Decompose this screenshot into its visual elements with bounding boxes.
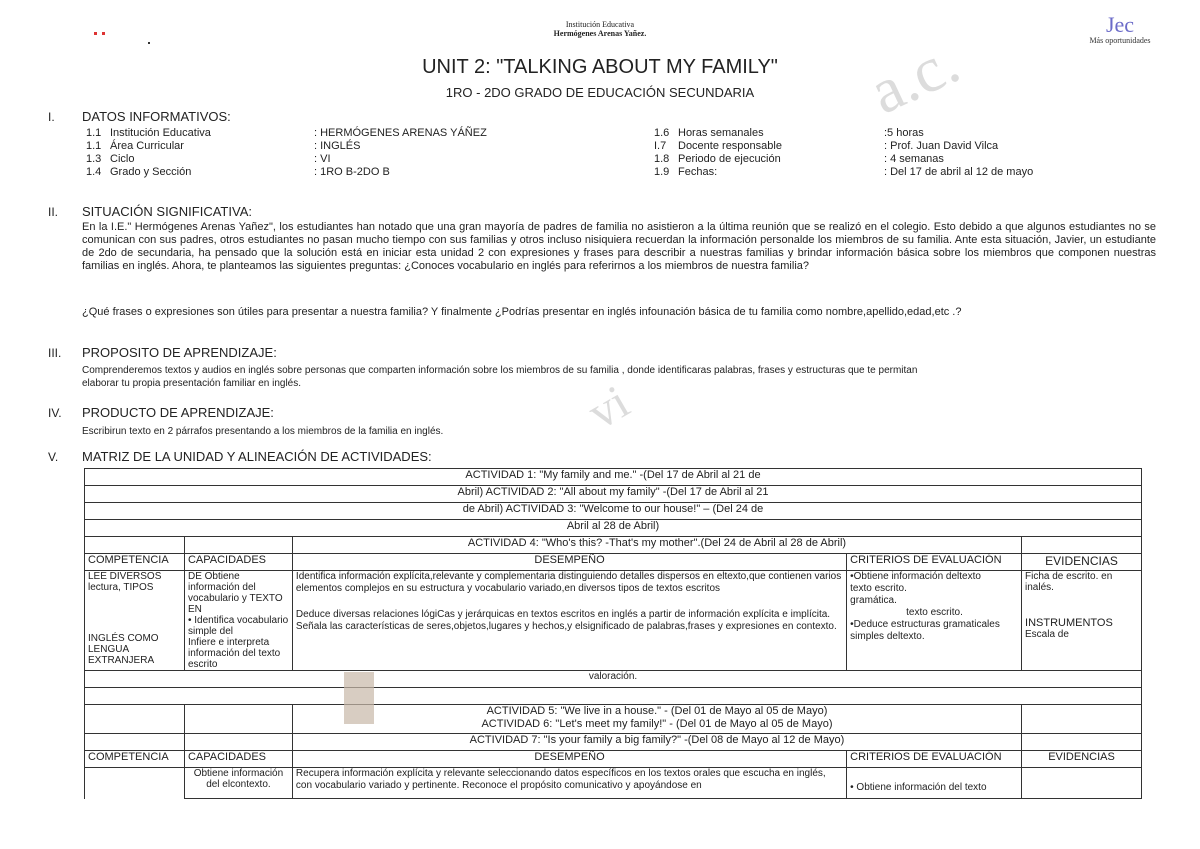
empty-cell bbox=[184, 734, 292, 751]
activity5-text: ACTIVIDAD 5: "We live in a house." - (Del 01 de Mayo al 05 de Mayo) bbox=[486, 705, 828, 717]
info-value: : INGLÉS bbox=[314, 140, 361, 152]
info-label: Docente responsable bbox=[678, 140, 782, 152]
header-evidencias-2: EVIDENCIAS bbox=[1022, 751, 1142, 768]
situation-paragraph-2: ¿Qué frases o expresiones son útiles para presentar a nuestra familia? Y finalmente ¿Podrías presentar en inglés infounación básica de tu familia como nombre,apellido,edad,etc .? bbox=[82, 306, 962, 318]
info-row bbox=[86, 127, 586, 140]
institution-line1: Institución Educativa bbox=[565, 20, 635, 29]
activity-cell: ACTIVIDAD 1: "My family and me." -(Del 17 de Abril al 21 de bbox=[85, 469, 1142, 486]
section2-title: SITUACIÓN SIGNIFICATIVA: bbox=[82, 204, 252, 219]
table-row bbox=[85, 688, 1142, 705]
info-value: : 4 semanas bbox=[884, 153, 944, 165]
info-num: 1.6 bbox=[654, 127, 670, 139]
criteria-cell bbox=[847, 571, 1022, 671]
info-row bbox=[86, 153, 586, 166]
empty-cell bbox=[85, 734, 185, 751]
empty-cell bbox=[184, 705, 292, 734]
info-row bbox=[654, 166, 1074, 179]
section4-number: IV. bbox=[48, 406, 62, 420]
section1-title: DATOS INFORMATIVOS: bbox=[82, 109, 231, 124]
info-num: 1.3 bbox=[86, 153, 102, 165]
empty-row bbox=[85, 688, 1142, 705]
activity6-text: ACTIVIDAD 6: "Let's meet my family!" - (Del 01 de Mayo al 05 de Mayo) bbox=[481, 718, 833, 730]
section3-number: III. bbox=[48, 346, 62, 360]
activity4-cell: ACTIVIDAD 4: "Who's this? -That's my mother".(Del 24 de Abril al 28 de Abril) bbox=[292, 537, 1021, 554]
empty-cell bbox=[1022, 705, 1142, 734]
header-criterios: CRITERIOS DE EVALUACIÓN bbox=[847, 554, 1022, 571]
product-text: Escribirun texto en 2 párrafos presentando a los miembros de la familia en inglés. bbox=[82, 426, 444, 437]
info-value: :5 horas bbox=[884, 127, 924, 139]
page-subtitle: 1RO - 2DO GRADO DE EDUCACIÓN SECUNDARIA bbox=[445, 85, 755, 100]
empty-cell bbox=[184, 537, 292, 554]
section4-title: PRODUCTO DE APRENDIZAJE: bbox=[82, 405, 274, 420]
logo-text: Jec bbox=[1105, 12, 1135, 37]
empty-cell bbox=[1022, 537, 1142, 554]
instruments-header: INSTRUMENTOS bbox=[1025, 617, 1113, 629]
watermark: a.c. bbox=[858, 25, 970, 128]
info-label: Fechas: bbox=[678, 166, 718, 178]
empty-cell bbox=[1022, 734, 1142, 751]
purpose-text: Comprenderemos textos y audios en inglés sobre personas que comparten información sobre los miembros de su familia , donde identificaras palabras, frases y estructuras que te permitan elaborar tu propia presentación familiar en inglés. bbox=[82, 365, 918, 389]
valoracion-cell: valoración. bbox=[85, 671, 1142, 688]
activity7-cell: ACTIVIDAD 7: "Is your family a big family?" -(Del 08 de Mayo al 12 de Mayo) bbox=[292, 734, 1021, 751]
table-row bbox=[85, 671, 1142, 688]
logo-subtitle: Más oportunidades bbox=[1089, 36, 1151, 45]
scan-artifact bbox=[344, 672, 374, 724]
info-label: Horas semanales bbox=[678, 127, 764, 139]
institution-line2: Hermógenes Arenas Yañez. bbox=[553, 29, 647, 38]
info-num: 1.8 bbox=[654, 153, 670, 165]
info-label: Área Curricular bbox=[110, 140, 184, 152]
table-header-row bbox=[85, 554, 1142, 571]
performance-cell-2: Recupera información explícita y relevante seleccionando datos específicos en los textos orales que escucha en inglés, con vocabulario variado y pertinente. Reconoce el propósito comunicativo y apoyándose en bbox=[292, 768, 846, 799]
section5-number: V. bbox=[48, 450, 59, 464]
capacities-cell bbox=[184, 571, 292, 671]
criteria-text-5: •Deduce estructuras gramaticales simples deltexto. bbox=[850, 619, 1000, 642]
criteria-text-3: gramática. bbox=[850, 595, 897, 606]
capacity-text-3: Infiere e interpreta información del texto escrito bbox=[187, 637, 281, 670]
table-row bbox=[85, 520, 1142, 537]
section2-number: II. bbox=[48, 205, 59, 219]
capacity-text-2: • Identifica vocabulario simple del bbox=[187, 615, 289, 637]
header-evidencias: EVIDENCIAS bbox=[1022, 554, 1142, 571]
capacity-text: DE Obtiene información del vocabulario y TEXTO EN bbox=[187, 571, 283, 615]
instruments-value: Escala de bbox=[1025, 629, 1069, 640]
activity-cell: Abril al 28 de Abril) bbox=[85, 520, 1142, 537]
activity-cell: de Abril) ACTIVIDAD 3: "Welcome to our house!" – (Del 24 de bbox=[85, 503, 1142, 520]
header-desempeno: DESEMPEÑO bbox=[292, 554, 846, 571]
competence-text-2: INGLÉS COMO LENGUA EXTRANJERA bbox=[88, 633, 159, 666]
info-value: : HERMÓGENES ARENAS YÁÑEZ bbox=[314, 127, 487, 139]
institution-header bbox=[520, 20, 680, 38]
competence-cell bbox=[85, 571, 185, 671]
info-num: 1.1 bbox=[86, 127, 102, 139]
info-value: : 1RO B-2DO B bbox=[314, 166, 390, 178]
capacity-cell-2: Obtiene información del elcontexto. bbox=[184, 768, 292, 799]
competence-text: LEE DIVERSOS lectura, TIPOS bbox=[88, 571, 162, 593]
info-value: : Prof. Juan David Vilca bbox=[884, 140, 999, 152]
empty-cell bbox=[85, 768, 185, 799]
empty-cell bbox=[85, 537, 185, 554]
info-label: Periodo de ejecución bbox=[678, 153, 781, 165]
info-num: 1.4 bbox=[86, 166, 102, 178]
header-criterios-2: CRITERIOS DE EVALUACIÓN bbox=[847, 751, 1022, 768]
info-row bbox=[654, 140, 1074, 153]
watermark-2: vi bbox=[579, 375, 639, 440]
info-label: Ciclo bbox=[110, 153, 135, 165]
header-desempeno-2: DESEMPEÑO bbox=[292, 751, 846, 768]
section3-title: PROPOSITO DE APRENDIZAJE: bbox=[82, 345, 277, 360]
table-row bbox=[85, 537, 1142, 554]
activities-matrix bbox=[84, 468, 1142, 799]
empty-cell bbox=[85, 705, 185, 734]
jec-logo bbox=[1060, 14, 1180, 45]
header-capacidades-2: CAPACIDADES bbox=[184, 751, 292, 768]
info-right bbox=[654, 127, 1074, 179]
empty-cell bbox=[1022, 768, 1142, 799]
criteria-text: •Obtiene información deltexto bbox=[850, 571, 981, 582]
criteria-text-2: texto escrito. bbox=[850, 583, 907, 594]
header-competencia: COMPETENCIA bbox=[85, 554, 185, 571]
activity-cell: Abril) ACTIVIDAD 2: "All about my family" -(Del 17 de Abril al 21 bbox=[85, 486, 1142, 503]
section5-title: MATRIZ DE LA UNIDAD Y ALINEACIÓN DE ACTIVIDADES: bbox=[82, 449, 432, 464]
info-left bbox=[86, 127, 586, 179]
info-row bbox=[86, 140, 586, 153]
criteria-cell-2: • Obtiene información del texto bbox=[847, 768, 1022, 799]
info-num: 1.1 bbox=[86, 140, 102, 152]
info-num: I.7 bbox=[654, 140, 667, 152]
performance-text: Identifica información explícita,relevante y complementaria distinguiendo detalles dispersos en eltexto,que contienen varios elementos complejos en su estructura y vocabulario variado,en diversos tipos de textos escritos bbox=[295, 571, 842, 594]
table-row bbox=[85, 486, 1142, 503]
info-row bbox=[654, 127, 1074, 140]
table-row bbox=[85, 503, 1142, 520]
table-row bbox=[85, 734, 1142, 751]
performance-cell bbox=[292, 571, 846, 671]
situation-paragraph-1: En la I.E." Hermógenes Arenas Yañez", los estudiantes han notado que una gran mayoría de padres de familia no asistieron a la última reunión que se realizó en el colegio. Esto debido a que algunos estudiantes no se comunican con sus padres, otros estudiantes no pasan mucho tiempo con sus familias y otros incluso nisiquiera recuerdan la información personalde los miembros de su familia. Ante esta situación, Javier, un estudiante de 2do de secundaria, ha pensado que la solución está en iniciar esta unidad 2 con expresiones y frases para describir a nuestras familias y brindar información básica sobre los miembros que componen nuestras familias en inglés. Ahora, te planteamos las siguientes preguntas: ¿Conoces vocabulario en inglés para referirnos a los miembros de nuestra familia? bbox=[82, 221, 1156, 272]
performance-text-2: Deduce diversas relaciones lógiCas y jerárquicas en textos escritos en inglés a partir de información explícita e implícita. Señala las características de seres,objetos,lugares y hechos,y elsignificado de palabras,frases y expresiones en contexto. bbox=[295, 609, 837, 632]
evidence-text: Ficha de escrito. en inalés. bbox=[1025, 571, 1113, 593]
table-row bbox=[85, 469, 1142, 486]
table-row bbox=[85, 768, 1142, 799]
info-value: : VI bbox=[314, 153, 331, 165]
table-row bbox=[85, 705, 1142, 734]
info-num: 1.9 bbox=[654, 166, 670, 178]
header-dots bbox=[64, 16, 144, 46]
header-capacidades: CAPACIDADES bbox=[184, 554, 292, 571]
header-competencia-2: COMPETENCIA bbox=[85, 751, 185, 768]
evidence-cell bbox=[1022, 571, 1142, 671]
info-value: : Del 17 de abril al 12 de mayo bbox=[884, 166, 1034, 178]
section1-number: I. bbox=[48, 110, 55, 124]
table-header-row bbox=[85, 751, 1142, 768]
info-row bbox=[654, 153, 1074, 166]
activities-5-6-cell bbox=[292, 705, 1021, 734]
criteria-text-4: texto escrito. bbox=[906, 607, 963, 618]
info-label: Institución Educativa bbox=[110, 127, 211, 139]
info-row bbox=[86, 166, 586, 179]
info-label: Grado y Sección bbox=[110, 166, 192, 178]
table-row bbox=[85, 571, 1142, 671]
page-title: UNIT 2: "TALKING ABOUT MY FAMILY" bbox=[422, 56, 778, 78]
